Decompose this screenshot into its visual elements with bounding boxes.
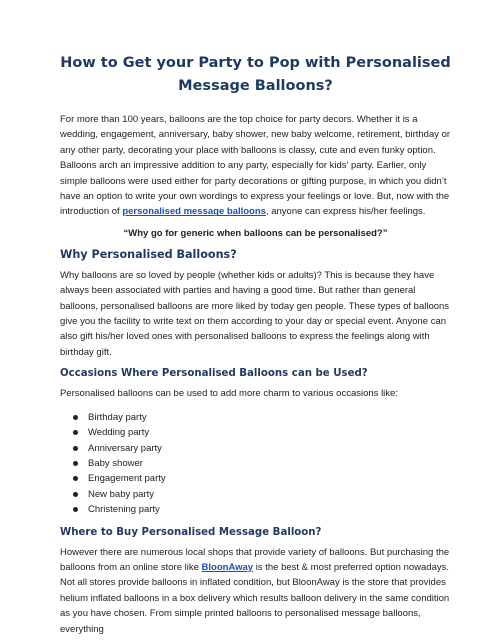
occasions-list (60, 410, 451, 518)
bullet-icon (73, 507, 78, 512)
bullet-icon (73, 446, 78, 451)
why-paragraph: Why balloons are so loved by people (whether kids or adults)? This is because they have always been associated with parties and having a good time. But rather than general balloons, personalised balloons are more liked by today gen people. These types of balloons give you the facility to write text on them according to your day or special event. Anyone can also gift his/her loved ones with personalised balloons to express the feelings along with birthday gift. (60, 269, 450, 358)
list-item (88, 441, 451, 456)
bullet-icon (73, 476, 78, 481)
pull-quote: “Why go for generic when balloons can be personalised?” (123, 227, 388, 239)
list-item (88, 502, 451, 517)
bloonaway-link[interactable]: BloonAway (201, 561, 254, 573)
bullet-icon (73, 492, 78, 497)
where-paragraph (60, 545, 451, 637)
where-heading: Where to Buy Personalised Message Balloon? (60, 526, 322, 538)
where-text: However there are numerous local shops that provide variety of balloons. But purchasing the balloons from an online store like (60, 546, 450, 573)
occasions-heading: Occasions Where Personalised Balloons can be Used? (60, 368, 368, 380)
list-item-label: Anniversary party (88, 442, 162, 454)
list-item-label: Christening party (88, 504, 160, 516)
list-item (88, 410, 451, 425)
list-item-label: New baby party (88, 488, 155, 500)
list-item-label: Wedding party (88, 427, 150, 439)
list-item (88, 425, 451, 440)
bullet-icon (73, 461, 78, 466)
intro-text: For more than 100 years, balloons are the top choice for party decors. Whether it is a wedding, engagement, anniversary, baby shower, new baby welcome, retirement, birthday or any other party, decorating your place with balloons is classy, cute and even funky option. Balloons arch an impressive addition to any party, especially for kids’ party. Earlier, only simple balloons were used either for party decorations or gifting purpose, in which you didn’t have an option to write your own wordings to express your feelings or love. But, now with the introduction of (60, 114, 451, 218)
list-item (88, 487, 451, 502)
list-item-label: Engagement party (88, 473, 166, 485)
bullet-icon (73, 415, 78, 420)
intro-paragraph (60, 112, 451, 220)
list-item (88, 456, 451, 471)
list-item-label: Baby shower (88, 457, 143, 469)
personalised-message-balloons-link[interactable]: personalised message balloons (122, 206, 266, 218)
list-item (88, 471, 451, 486)
bullet-icon (73, 430, 78, 435)
list-item-label: Birthday party (88, 411, 147, 423)
why-heading: Why Personalised Balloons? (60, 247, 237, 261)
where-text-end: is the best & most preferred option nowadays. Not all stores provide balloons in inflated condition, but BloonAway is the store that provides helium inflated balloons in a box delivery which results balloon delivery in the same condition as you have chosen. From simple printed balloons to personalised message balloons, everything (60, 561, 450, 635)
page-title: How to Get your Party to Pop with Personalised Message Balloons? (60, 55, 451, 94)
occasions-paragraph: Personalised balloons can be used to add more charm to various occasions like: (60, 388, 398, 400)
intro-text-end: , anyone can express his/her feelings. (265, 206, 426, 218)
